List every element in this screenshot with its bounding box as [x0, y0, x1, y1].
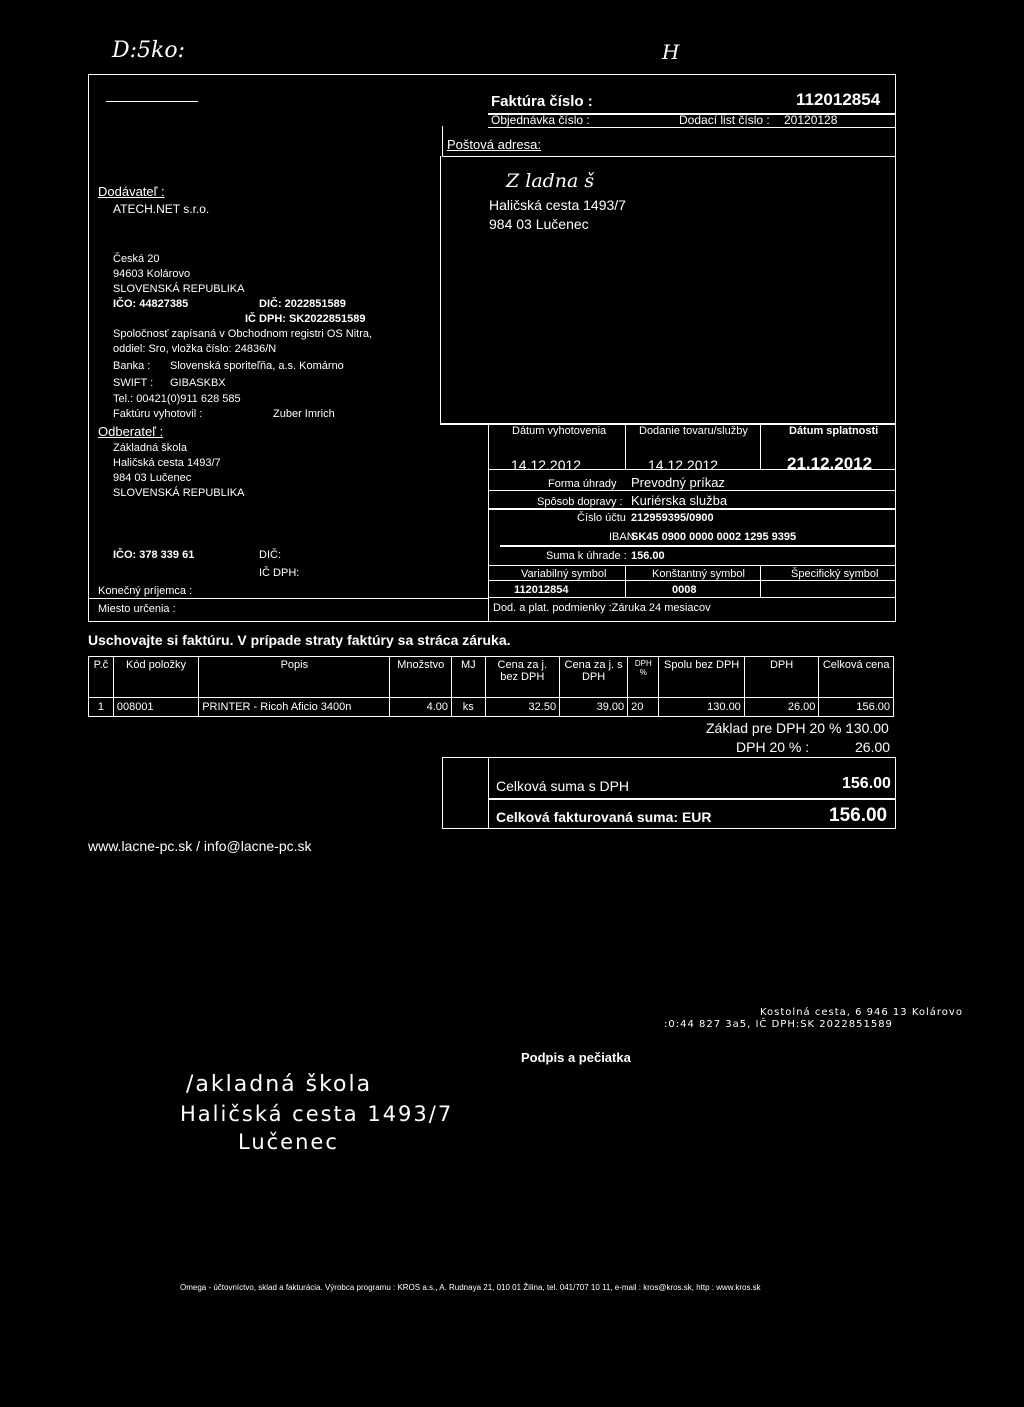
- iban-rule: [500, 545, 896, 547]
- customer-dic-label: DIČ:: [259, 549, 281, 561]
- invoiced-total-label: Celková fakturovaná suma: EUR: [496, 809, 712, 825]
- invoice-number: 112012854: [796, 90, 881, 109]
- website-email: www.lacne-pc.sk / info@lacne-pc.sk: [88, 838, 312, 854]
- postal-divider: [442, 126, 443, 156]
- vat-base-value: 130.00: [846, 720, 889, 736]
- cell-unit: ks: [452, 698, 485, 717]
- supplier-dic: DIČ: 2022851589: [259, 298, 346, 310]
- customer-label: Odberateľ :: [98, 424, 164, 439]
- delivery-note-label: Dodací list číslo :: [679, 113, 770, 127]
- cell-description: PRINTER - Ricoh Aficio 3400n: [199, 698, 390, 717]
- shipping-label: Spôsob dopravy :: [537, 496, 623, 508]
- invoice-title-label: Faktúra číslo :: [491, 93, 593, 110]
- iban-label: IBAN: [609, 531, 635, 543]
- supplier-label: Dodávateľ :: [98, 184, 165, 199]
- cell-vat: 26.00: [744, 698, 819, 717]
- col-header-code: Kód položky: [113, 657, 198, 698]
- delivery-date-label: Dodanie tovaru/služby: [639, 425, 748, 437]
- col-header-total-net: Spolu bez DPH: [659, 657, 744, 698]
- cell-total-net: 130.00: [659, 698, 744, 717]
- cell-unit-price-net: 32.50: [485, 698, 560, 717]
- cell-index: 1: [89, 698, 114, 717]
- order-rule: [488, 127, 896, 128]
- col-header-description: Popis: [199, 657, 390, 698]
- supplier-ico: IČO: 44827385: [113, 298, 189, 310]
- totals-divider: [488, 757, 489, 829]
- vat-amount-value: 26.00: [855, 739, 891, 755]
- col-header-index: P.č: [89, 657, 114, 698]
- cell-code: 008001: [113, 698, 198, 717]
- total-with-vat-value: 156.00: [842, 775, 891, 792]
- customer-country: SLOVENSKÁ REPUBLIKA: [113, 487, 245, 499]
- symbols-divider-2: [760, 565, 761, 597]
- col-header-unit-price-net: Cena za j. bez DPH: [485, 657, 560, 698]
- variable-symbol: 112012854: [514, 584, 569, 596]
- invoiced-total-value: 156.00: [829, 805, 888, 826]
- customer-street: Haličská cesta 1493/7: [113, 457, 221, 469]
- warranty-notice: Uschovajte si faktúru. V prípade straty faktúry sa stráca záruka.: [88, 632, 511, 648]
- decorative-line: [106, 101, 198, 102]
- cell-vat-rate: 20: [628, 698, 659, 717]
- school-stamp-line-3: Lučenec: [238, 1130, 339, 1154]
- col-header-unit-price-gross: Cena za j. s DPH: [560, 657, 628, 698]
- delivery-note-number: 20120128: [784, 113, 838, 127]
- postal-address-label: Poštová adresa:: [447, 137, 541, 152]
- col-header-unit: MJ: [452, 657, 485, 698]
- supplier-registry-line-1: Spoločnosť zapísaná v Obchodnom registri OS Nitra,: [113, 328, 373, 340]
- supplier-bank-label: Banka :: [113, 360, 151, 372]
- handwritten-note-top-right: H: [662, 40, 680, 64]
- symbols-divider-1: [625, 565, 626, 597]
- supplier-swift-label: SWIFT :: [113, 377, 154, 389]
- postal-city: 984 03 Lučenec: [489, 216, 589, 232]
- amount-due: 156.00: [631, 550, 665, 562]
- account-number: 212959395/0900: [631, 512, 714, 524]
- specific-symbol-label: Špecifický symbol: [791, 568, 879, 580]
- school-stamp-line-1: /akladná škola: [186, 1072, 373, 1097]
- payment-method-label: Forma úhrady: [548, 478, 617, 490]
- supplier-street: Česká 20: [113, 253, 160, 265]
- cell-quantity: 4.00: [390, 698, 452, 717]
- supplier-ic-dph: IČ DPH: SK2022851589: [245, 313, 366, 325]
- payment-panel-left-border: [488, 423, 489, 622]
- shipping-method: Kuriérska služba: [631, 493, 728, 508]
- destination-label: Miesto určenia :: [98, 603, 176, 615]
- issued-by-label: Faktúru vyhotovil :: [113, 408, 203, 420]
- items-table-header: [89, 657, 894, 698]
- col-header-vat: DPH: [744, 657, 819, 698]
- supplier-registry-line-2: oddiel: Sro, vložka číslo: 24836/N: [113, 343, 277, 355]
- due-date-label: Dátum splatnosti: [789, 425, 879, 437]
- dates-divider-1: [625, 423, 626, 469]
- software-footer: Omega - účtovníctvo, sklad a fakturácia. Výrobca programu : KROS a.s., A. Rudnaya 21, 010 01 Žilina, tel. 041/707 10 11, e-mail : kros@kros.sk, http : www.kros.sk: [180, 1283, 761, 1292]
- iban-value: SK45 0900 0000 0002 1295 9395: [631, 531, 797, 543]
- handwritten-note-top-left: D:5ko:: [112, 38, 186, 63]
- supplier-stamp-line-1: Kostolná cesta, 6 946 13 Kolárovo: [760, 1007, 963, 1018]
- due-date: 21.12.2012: [787, 454, 873, 473]
- postal-street: Haličská cesta 1493/7: [489, 197, 626, 213]
- postal-name-handwritten: Z ladna š: [506, 170, 595, 192]
- cell-total: 156.00: [819, 698, 894, 717]
- account-number-label: Číslo účtu: [577, 512, 626, 524]
- payment-method-rule: [488, 490, 896, 491]
- table-row: [89, 698, 894, 717]
- constant-symbol-label: Konštantný symbol: [652, 568, 745, 580]
- dates-rule: [488, 469, 896, 470]
- issue-date: 14.12.2012: [511, 457, 582, 473]
- constant-symbol: 0008: [672, 584, 697, 596]
- dates-divider-2: [760, 423, 761, 469]
- postal-rule: [442, 156, 896, 157]
- supplier-phone: Tel.: 00421(0)911 628 585: [113, 393, 241, 405]
- supplier-bank: Slovenská sporiteľňa, a.s. Komárno: [170, 360, 344, 372]
- customer-rule: [88, 598, 488, 599]
- supplier-stamp-line-2: :0:44 827 3a5, IČ DPH:SK 2022851589: [664, 1019, 893, 1030]
- col-header-vat-rate: DPH %: [628, 657, 659, 698]
- variable-symbol-label: Variabilný symbol: [521, 568, 607, 580]
- delivery-date: 14.12.2012: [648, 457, 719, 473]
- supplier-city: 94603 Kolárovo: [113, 268, 191, 280]
- total-with-vat-label: Celková suma s DPH: [496, 778, 630, 794]
- customer-name: Základná škola: [113, 442, 187, 454]
- issue-date-label: Dátum vyhotovenia: [512, 425, 607, 437]
- address-panel-left-border: [440, 156, 441, 424]
- supplier-country: SLOVENSKÁ REPUBLIKA: [113, 283, 245, 295]
- terms-rule: [488, 597, 896, 598]
- issued-by-name: Zuber Imrich: [273, 408, 335, 420]
- totals-rule: [488, 798, 896, 800]
- supplier-name: ATECH.NET s.r.o.: [113, 202, 210, 216]
- amount-rule: [488, 565, 896, 566]
- cell-unit-price-gross: 39.00: [560, 698, 628, 717]
- vat-amount-label: DPH 20 % :: [736, 739, 810, 755]
- signature-label: Podpis a pečiatka: [521, 1050, 631, 1065]
- vat-base-label: Základ pre DPH 20 % :: [706, 720, 850, 736]
- customer-city: 984 03 Lučenec: [113, 472, 192, 484]
- shipping-rule: [488, 508, 896, 510]
- col-header-total: Celková cena: [819, 657, 894, 698]
- customer-ico: IČO: 378 339 61: [113, 549, 195, 561]
- supplier-swift: GIBASKBX: [170, 377, 226, 389]
- customer-ic-dph-label: IČ DPH:: [259, 567, 300, 579]
- col-header-quantity: Množstvo: [390, 657, 452, 698]
- items-table: [88, 656, 894, 717]
- order-number-label: Objednávka číslo :: [491, 113, 590, 127]
- final-recipient-label: Konečný príjemca :: [98, 585, 193, 597]
- amount-due-label: Suma k úhrade :: [546, 550, 627, 562]
- payment-terms: Dod. a plat. podmienky :Záruka 24 mesiacov: [493, 602, 711, 614]
- symbols-rule: [488, 580, 896, 581]
- payment-method: Prevodný príkaz: [631, 475, 725, 490]
- school-stamp-line-2: Haličská cesta 1493/7: [180, 1102, 454, 1126]
